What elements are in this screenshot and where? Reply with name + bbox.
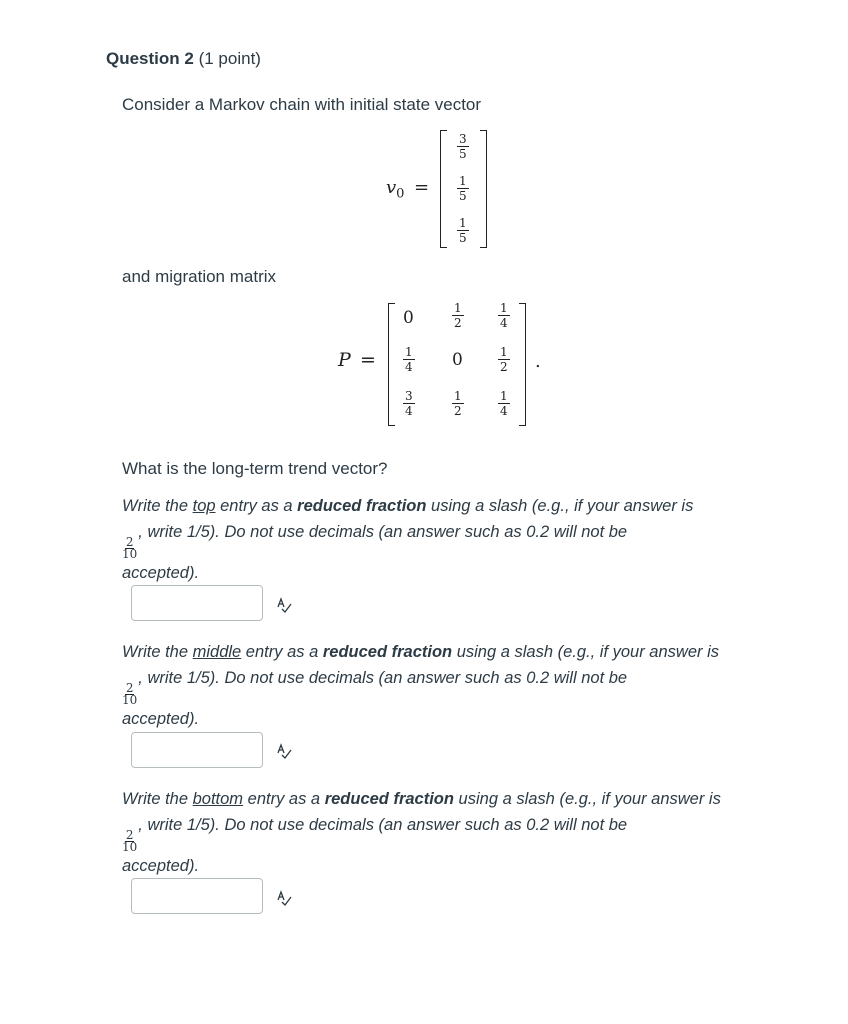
question-title <box>106 49 261 69</box>
instruction-top: Write the top entry as a reduced fraction using a slash (e.g., if your answer is $\frac{2}{10}$ , write 1/5). Do not use decimals (an answer such as 0.2 will not be accepted). <box>122 497 694 582</box>
matrix-cell: $\frac{1}{2}$ <box>454 389 462 418</box>
matrix-equals: = <box>360 349 376 371</box>
intro-text: Consider a Markov chain with initial state vector <box>122 95 482 114</box>
matrix-cell: $\frac{1}{4}$ <box>405 345 413 374</box>
matrix-cell: $\frac{1}{2}$ <box>500 345 508 374</box>
trend-question: What is the long-term trend vector? <box>122 459 388 478</box>
instruction-bottom: Write the bottom entry as a reduced fraction using a slash (e.g., if your answer is $\frac{2}{10}$ , write 1/5). Do not use decimals (an answer such as 0.2 will not be accepted). <box>122 790 721 875</box>
matrix-cell: $\frac{1}{2}$ <box>454 301 462 330</box>
matrix-period: . <box>535 351 541 372</box>
vector-symbol: $v_0$ <box>386 177 405 202</box>
matrix-cell: $\frac{3}{4}$ <box>405 389 413 418</box>
matrix-cell: 0 <box>403 308 414 328</box>
spellcheck-icon[interactable] <box>276 890 292 906</box>
instruction-middle: Write the middle entry as a reduced fraction using a slash (e.g., if your answer is $\frac{2}{10}$ , write 1/5). Do not use decimals (an answer such as 0.2 will not be accepted). <box>122 643 719 728</box>
example-fraction: $\frac{2}{10}$ <box>122 681 138 707</box>
matrix-cell: $\frac{1}{4}$ <box>500 301 508 330</box>
question-points: (1 point) <box>198 49 261 68</box>
matrix-right-bracket <box>519 303 526 426</box>
matrix-symbol: P <box>338 349 351 371</box>
vector-right-bracket <box>480 130 487 248</box>
matrix-cell: 0 <box>452 350 463 370</box>
vector-left-bracket <box>440 130 447 248</box>
example-fraction: $\frac{2}{10}$ <box>122 535 138 561</box>
vector-equals: = <box>414 177 430 198</box>
vector-entry: $\frac{1}{5}$ <box>459 216 467 245</box>
spellcheck-icon[interactable] <box>276 597 292 613</box>
vector-entry: $\frac{1}{5}$ <box>459 174 467 203</box>
spellcheck-icon[interactable] <box>276 743 292 759</box>
middle-entry-input[interactable] <box>131 732 263 768</box>
top-entry-input[interactable] <box>131 585 263 621</box>
matrix-cell: $\frac{1}{4}$ <box>500 389 508 418</box>
bottom-entry-input[interactable] <box>131 878 263 914</box>
matrix-left-bracket <box>388 303 395 426</box>
question-number: Question 2 <box>106 49 194 68</box>
example-fraction: $\frac{2}{10}$ <box>122 828 138 854</box>
vector-entry: $\frac{3}{5}$ <box>459 132 467 161</box>
migration-label: and migration matrix <box>122 267 277 286</box>
